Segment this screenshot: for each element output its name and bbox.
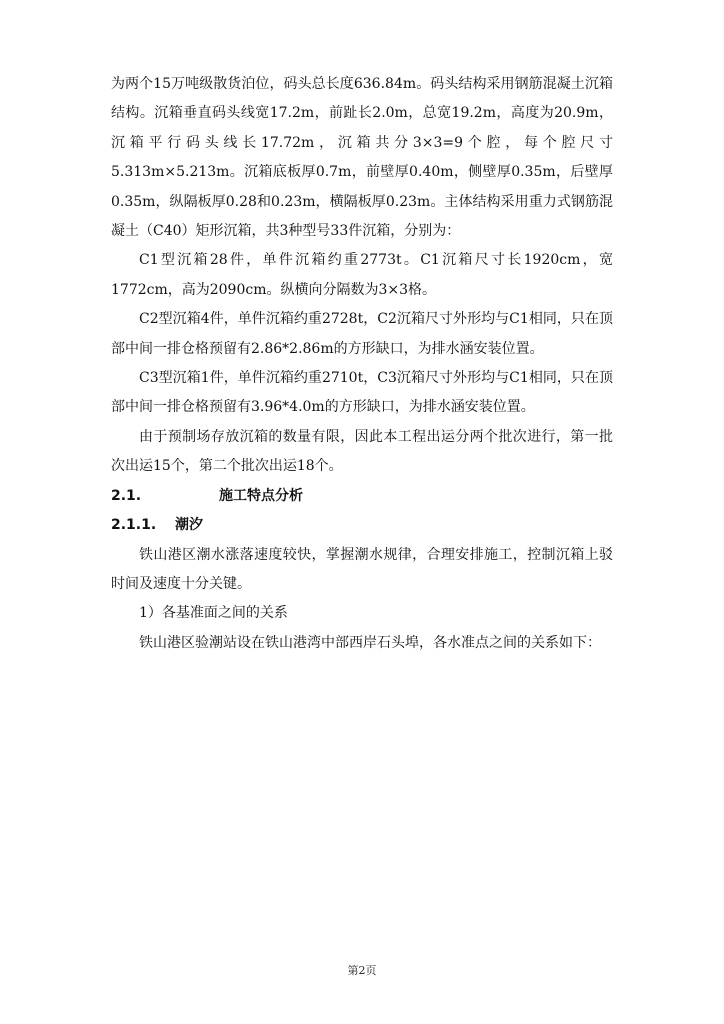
section-number: 2.1. — [111, 487, 142, 504]
page-number: 第2页 — [347, 964, 377, 977]
document-body — [111, 70, 613, 658]
section-title: 潮汐 — [175, 517, 203, 534]
section-title: 施工特点分析 — [219, 487, 303, 504]
section-heading-2-1 — [111, 482, 613, 511]
paragraph-shipping-batches: 由于预制场存放沉箱的数量有限，因此本工程出运分两个批次进行，第一批次出运15个，第二个批次出运18个。 — [111, 428, 613, 475]
section-number: 2.1.1. — [111, 517, 157, 534]
paragraph-tide-speed: 铁山港区潮水涨落速度较快，掌握潮水规律，合理安排施工，控制沉箱上驳时间及速度十分关键。 — [111, 546, 613, 592]
paragraph-tide-station: 铁山港区验潮站设在铁山港湾中部西岸石头埠，各水准点之间的关系如下： — [139, 634, 601, 651]
section-heading-2-1-1 — [111, 511, 613, 540]
paragraph-c2-caisson: C2型沉箱4件，单件沉箱约重2728t，C2沉箱尺寸外形均与C1相同，只在顶部中间一排仓格预留有2.86*2.86m的方形缺口，为排水涵安装位置。 — [111, 311, 613, 357]
paragraph-c3-caisson: C3型沉箱1件，单件沉箱约重2710t，C3沉箱尺寸外形均与C1相同，只在顶部中间一排仓格预留有3.96*4.0m的方形缺口，为排水涵安装位置。 — [111, 370, 613, 416]
paragraph-caisson-structure: 为两个15万吨级散货泊位，码头总长度636.84m。码头结构采用钢筋混凝土沉箱结构。沉箱垂直码头线宽17.2m，前趾长2.0m，总宽19.2m，高度为20.9m，沉箱平行码头线长17.72m，沉箱共分3×3=9个腔，每个腔尺寸5.313m×5.213m。沉箱底板厚0.7m，前壁厚0.40m，侧壁厚0.35m，后壁厚0.35m，纵隔板厚0.28和0.23m，横隔板厚0.23m。主体结构采用重力式钢筋混凝土（C40）矩形沉箱，共3种型号33件沉箱，分别为： — [111, 76, 613, 240]
list-item-datum-relations: 1）各基准面之间的关系 — [139, 605, 288, 622]
paragraph-c1-caisson: C1型沉箱28件，单件沉箱约重2773t。C1沉箱尺寸长1920cm，宽1772cm，高为2090cm。纵横向分隔数为3×3格。 — [111, 252, 613, 298]
